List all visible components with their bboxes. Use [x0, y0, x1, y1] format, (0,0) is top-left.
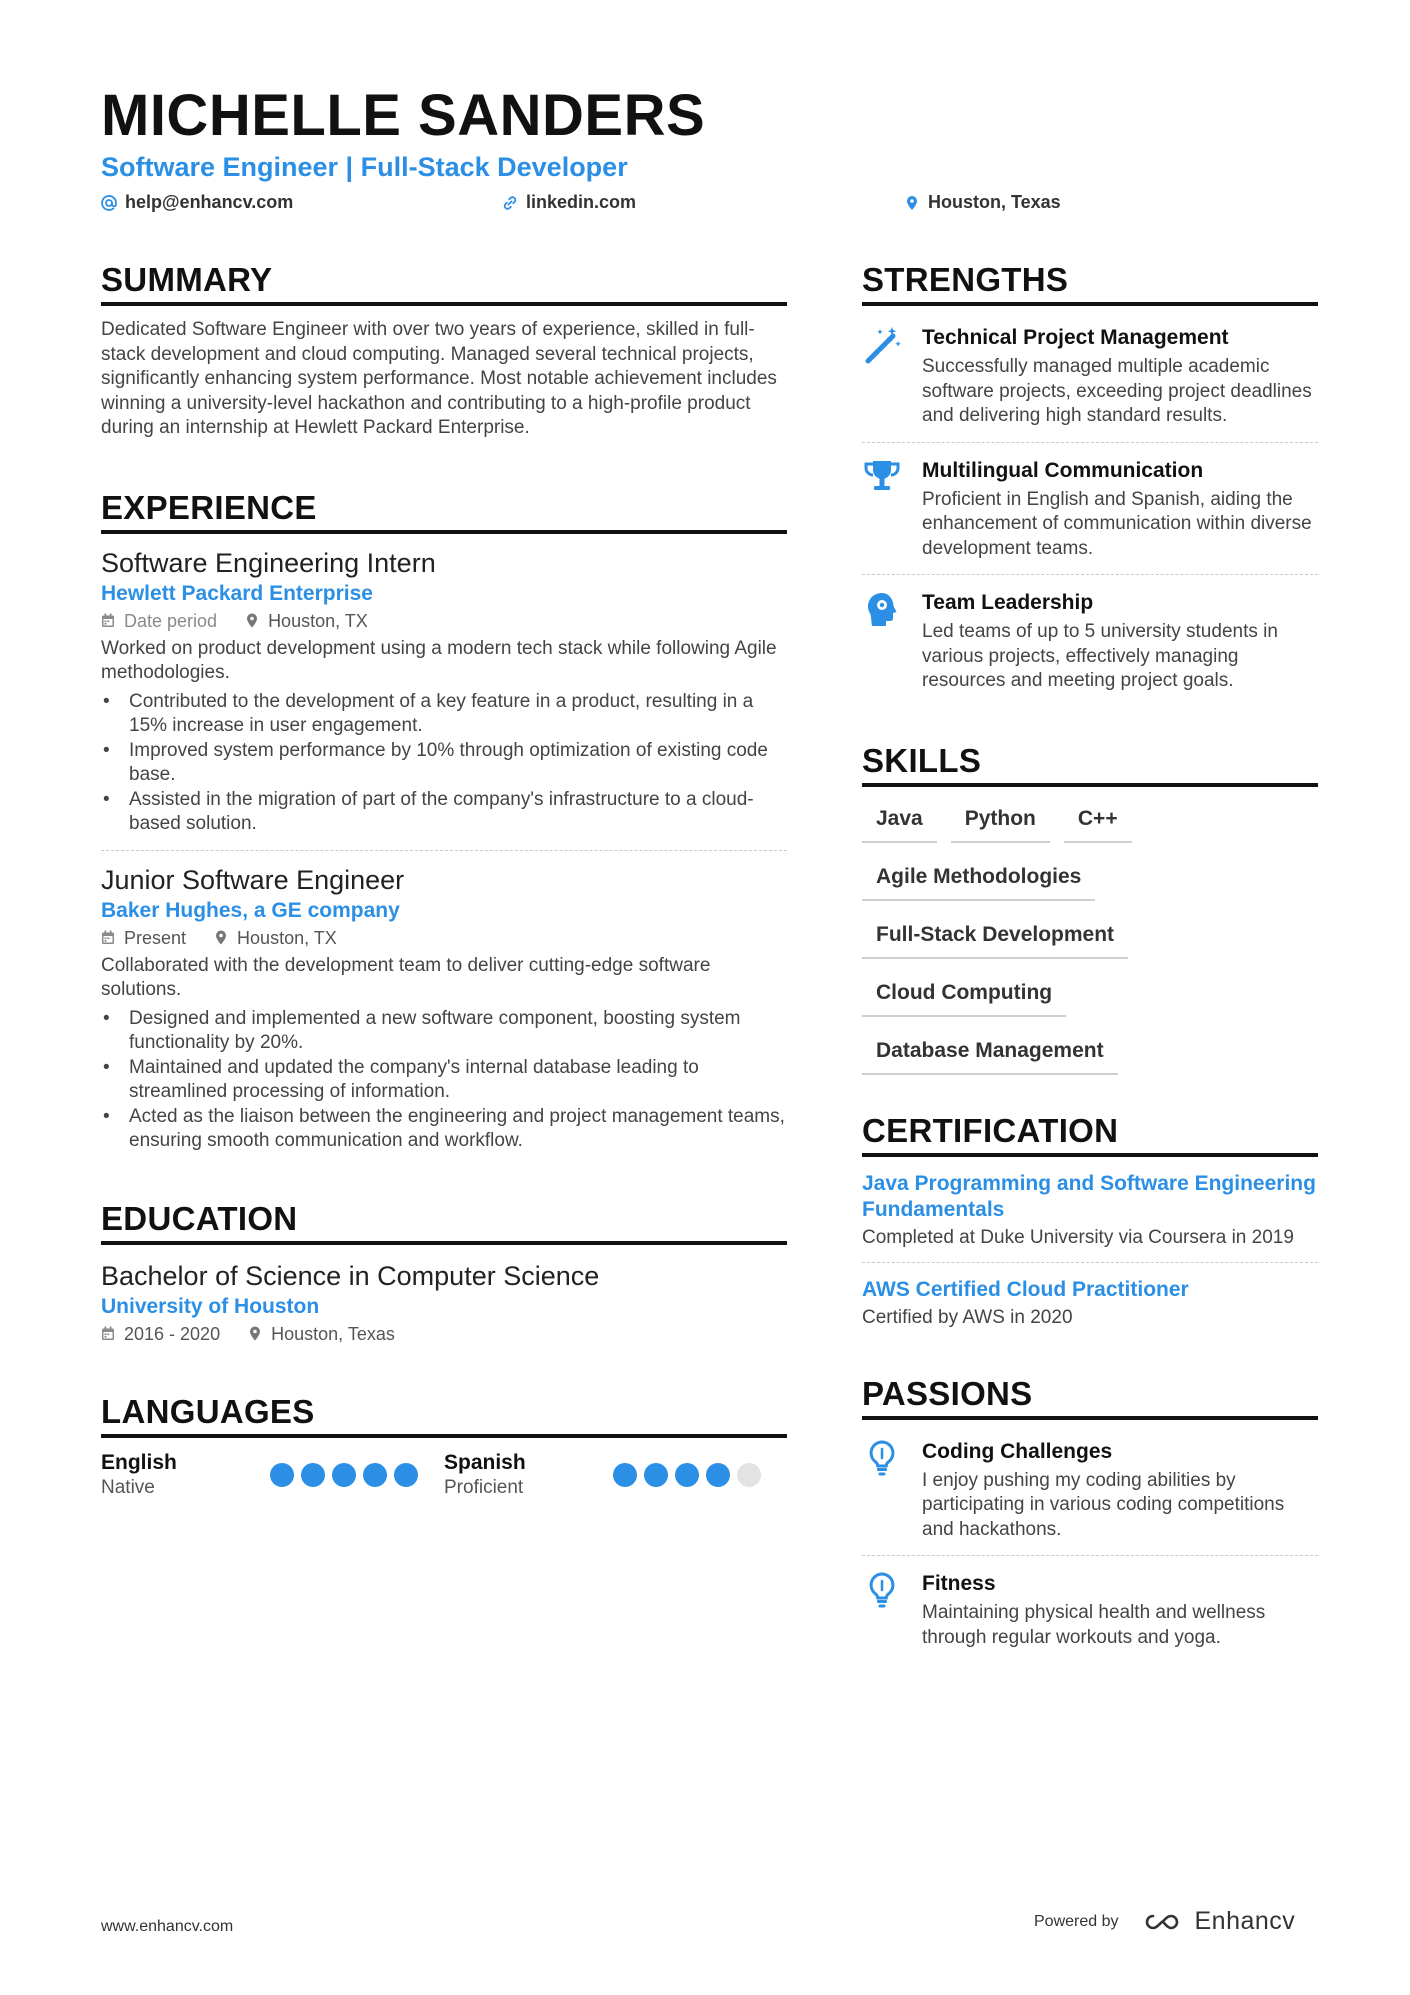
rating-dot-filled — [301, 1463, 325, 1487]
job-bullet: • Contributed to the development of a key feature in a product, resulting in a 15% increase in user engagement. — [101, 690, 787, 739]
job-location — [245, 608, 368, 634]
job-title: Software Engineering Intern — [101, 547, 436, 578]
job-entry — [101, 546, 787, 837]
strength-divider — [862, 442, 1318, 443]
strengths-section — [862, 260, 1318, 694]
certification-item — [862, 1171, 1318, 1251]
skill-tag: Python — [951, 799, 1050, 843]
strength-item — [862, 323, 1318, 429]
rating-dot-filled — [363, 1463, 387, 1487]
rating-dot-filled — [332, 1463, 356, 1487]
skill-row — [862, 973, 1318, 1017]
job-location-text: Houston, TX — [268, 610, 368, 631]
language-level: Native — [101, 1476, 155, 1498]
link-icon — [502, 195, 518, 211]
experience-heading: EXPERIENCE — [101, 488, 787, 534]
skill-tag: C++ — [1064, 799, 1132, 843]
job-entry — [101, 863, 787, 1154]
passion-icon-wrap — [862, 1569, 922, 1650]
certification-item — [862, 1277, 1318, 1331]
head-icon — [862, 590, 902, 630]
certification-text: Certified by AWS in 2020 — [862, 1307, 1073, 1328]
contact-linkedin-text: linkedin.com — [526, 192, 637, 212]
job-bullet: • Maintained and updated the company's internal database leading to streamlined processing of information. — [101, 1056, 787, 1105]
magic-wand-icon — [862, 325, 902, 365]
calendar-icon — [101, 613, 115, 628]
location-pin-icon — [248, 1326, 262, 1341]
strength-text: Led teams of up to 5 university students in various projects, effectively managing resources and meeting project goals. — [922, 621, 1278, 691]
job-company: Baker Hughes, a GE company — [101, 898, 400, 922]
skills-section — [862, 741, 1318, 1075]
language-level: Proficient — [444, 1476, 524, 1498]
strength-item — [862, 588, 1318, 694]
job-meta — [101, 608, 787, 634]
strength-divider — [862, 574, 1318, 575]
languages-heading: LANGUAGES — [101, 1392, 787, 1438]
enhancv-logo-icon — [1139, 1910, 1185, 1934]
rating-dot-filled — [644, 1463, 668, 1487]
job-location-text: Houston, TX — [237, 927, 337, 948]
passion-item — [862, 1569, 1318, 1650]
location-pin-icon — [245, 613, 259, 628]
rating-dot-filled — [706, 1463, 730, 1487]
passions-section — [862, 1374, 1318, 1651]
languages-section — [101, 1392, 787, 1506]
passion-divider — [862, 1555, 1318, 1556]
passion-body — [922, 1437, 1318, 1543]
candidate-headline: Software Engineer | Full-Stack Developer — [101, 152, 628, 182]
location-pin-icon — [904, 195, 920, 211]
job-bullets — [101, 690, 787, 837]
rating-dot-filled — [394, 1463, 418, 1487]
summary-heading: SUMMARY — [101, 260, 787, 306]
strength-title: Technical Project Management — [922, 326, 1229, 349]
contact-linkedin[interactable] — [502, 192, 636, 213]
strength-icon-wrap — [862, 456, 922, 562]
rating-dot-empty — [737, 1463, 761, 1487]
powered-by-label: Powered by — [1034, 1912, 1119, 1930]
contact-bar — [101, 192, 1061, 218]
skill-row — [862, 857, 1318, 901]
skill-tag: Cloud Computing — [862, 973, 1066, 1017]
certification-divider — [862, 1262, 1318, 1263]
rating-dot-filled — [613, 1463, 637, 1487]
language-item — [101, 1450, 444, 1506]
contact-email[interactable] — [101, 192, 293, 213]
passion-icon-wrap — [862, 1437, 922, 1543]
at-icon — [101, 195, 117, 211]
skills-heading: SKILLS — [862, 741, 1318, 787]
strength-text: Successfully managed multiple academic software projects, exceeding project deadlines and delivering high standard results. — [922, 356, 1312, 426]
skill-row — [862, 1031, 1318, 1075]
passion-item — [862, 1437, 1318, 1543]
location-pin-icon — [214, 930, 228, 945]
certification-title: Java Programming and Software Engineering Fundamentals — [862, 1171, 1316, 1221]
skill-row — [862, 799, 1318, 843]
language-list — [101, 1450, 787, 1506]
experience-section — [101, 488, 787, 1154]
footer-website[interactable]: www.enhancv.com — [101, 1918, 234, 1935]
strength-title: Multilingual Communication — [922, 458, 1204, 482]
job-date — [101, 925, 186, 951]
right-column — [862, 260, 1318, 1650]
lightbulb-icon — [862, 1571, 902, 1611]
strength-icon-wrap — [862, 588, 922, 694]
calendar-icon — [101, 1326, 115, 1341]
education-section — [101, 1199, 787, 1347]
job-bullet: • Designed and implemented a new software component, boosting system functionality by 20%. — [101, 1007, 787, 1056]
rating-dot-filled — [270, 1463, 294, 1487]
skill-tag: Database Management — [862, 1031, 1118, 1075]
degree-title: Bachelor of Science in Computer Science — [101, 1260, 600, 1291]
skill-row — [862, 915, 1318, 959]
passion-title: Fitness — [922, 1572, 996, 1595]
language-rating — [613, 1463, 761, 1487]
job-company: Hewlett Packard Enterprise — [101, 581, 373, 605]
footer-branding — [1034, 1907, 1295, 1936]
passion-text: I enjoy pushing my coding abilities by participating in various coding competitions and hackathons. — [922, 1469, 1285, 1540]
education-heading: EDUCATION — [101, 1199, 787, 1245]
job-bullets — [101, 1007, 787, 1154]
candidate-name: MICHELLE SANDERS — [101, 83, 706, 148]
job-bullet: • Improved system performance by 10% through optimization of existing code base. — [101, 739, 787, 788]
contact-location — [904, 192, 1061, 213]
strength-body — [922, 456, 1318, 562]
job-divider — [101, 850, 787, 851]
strength-body — [922, 588, 1318, 694]
skill-tag: Java — [862, 799, 937, 843]
language-name: English — [101, 1450, 177, 1474]
skill-tag: Full-Stack Development — [862, 915, 1128, 959]
job-date — [101, 608, 217, 634]
strength-item — [862, 456, 1318, 562]
passion-body — [922, 1569, 1318, 1650]
summary-section — [101, 260, 787, 441]
passion-text: Maintaining physical health and wellness through regular workouts and yoga. — [922, 1602, 1266, 1648]
strength-text: Proficient in English and Spanish, aiding the enhancement of communication within diverse development teams. — [922, 488, 1312, 559]
contact-email-text: help@enhancv.com — [125, 192, 294, 212]
certification-section — [862, 1111, 1318, 1331]
education-date — [101, 1321, 220, 1347]
certification-title: AWS Certified Cloud Practitioner — [862, 1278, 1189, 1301]
certification-heading: CERTIFICATION — [862, 1111, 1318, 1157]
left-column — [101, 260, 787, 1506]
passions-heading: PASSIONS — [862, 1374, 1318, 1420]
job-bullet: • Acted as the liaison between the engineering and project management teams, ensuring smooth communication and workflow. — [101, 1105, 787, 1154]
calendar-icon — [101, 930, 115, 945]
lightbulb-icon — [862, 1439, 902, 1479]
education-location — [248, 1321, 395, 1347]
strength-title: Team Leadership — [922, 591, 1094, 614]
education-location-text: Houston, Texas — [271, 1323, 395, 1344]
summary-text: Dedicated Software Engineer with over two years of experience, skilled in full-stack development and cloud computing. Managed several technical projects, significantly enhancing system performance. Most notable achievement includes winning a university-level hackathon and contributing to a high-profile product during an internship at Hewlett Packard Enterprise. — [101, 319, 777, 438]
education-meta — [101, 1321, 787, 1347]
job-date-text: Date period — [124, 610, 218, 631]
trophy-icon — [862, 458, 902, 498]
brand-name: Enhancv — [1194, 1907, 1296, 1935]
strengths-heading: STRENGTHS — [862, 260, 1318, 306]
rating-dot-filled — [675, 1463, 699, 1487]
job-title: Junior Software Engineer — [101, 864, 405, 895]
job-meta — [101, 925, 787, 951]
job-description: Worked on product development using a modern tech stack while following Agile methodologies. — [101, 637, 777, 683]
job-location — [214, 925, 337, 951]
passion-title: Coding Challenges — [922, 1439, 1113, 1463]
job-bullet: • Assisted in the migration of part of the company's infrastructure to a cloud-based solution. — [101, 788, 787, 837]
contact-location-text: Houston, Texas — [928, 192, 1061, 212]
language-item — [444, 1450, 787, 1506]
certification-text: Completed at Duke University via Coursera in 2019 — [862, 1226, 1294, 1248]
job-date-text: Present — [124, 927, 187, 948]
education-date-text: 2016 - 2020 — [124, 1323, 221, 1344]
strength-icon-wrap — [862, 323, 922, 429]
language-name: Spanish — [444, 1450, 526, 1474]
job-description: Collaborated with the development team to deliver cutting-edge software solutions. — [101, 954, 711, 1000]
skills-list — [862, 799, 1318, 1075]
brand-logo[interactable] — [1139, 1907, 1296, 1936]
strength-body — [922, 323, 1318, 429]
skill-tag: Agile Methodologies — [862, 857, 1095, 901]
language-rating — [270, 1463, 418, 1487]
school-name: University of Houston — [101, 1294, 320, 1318]
